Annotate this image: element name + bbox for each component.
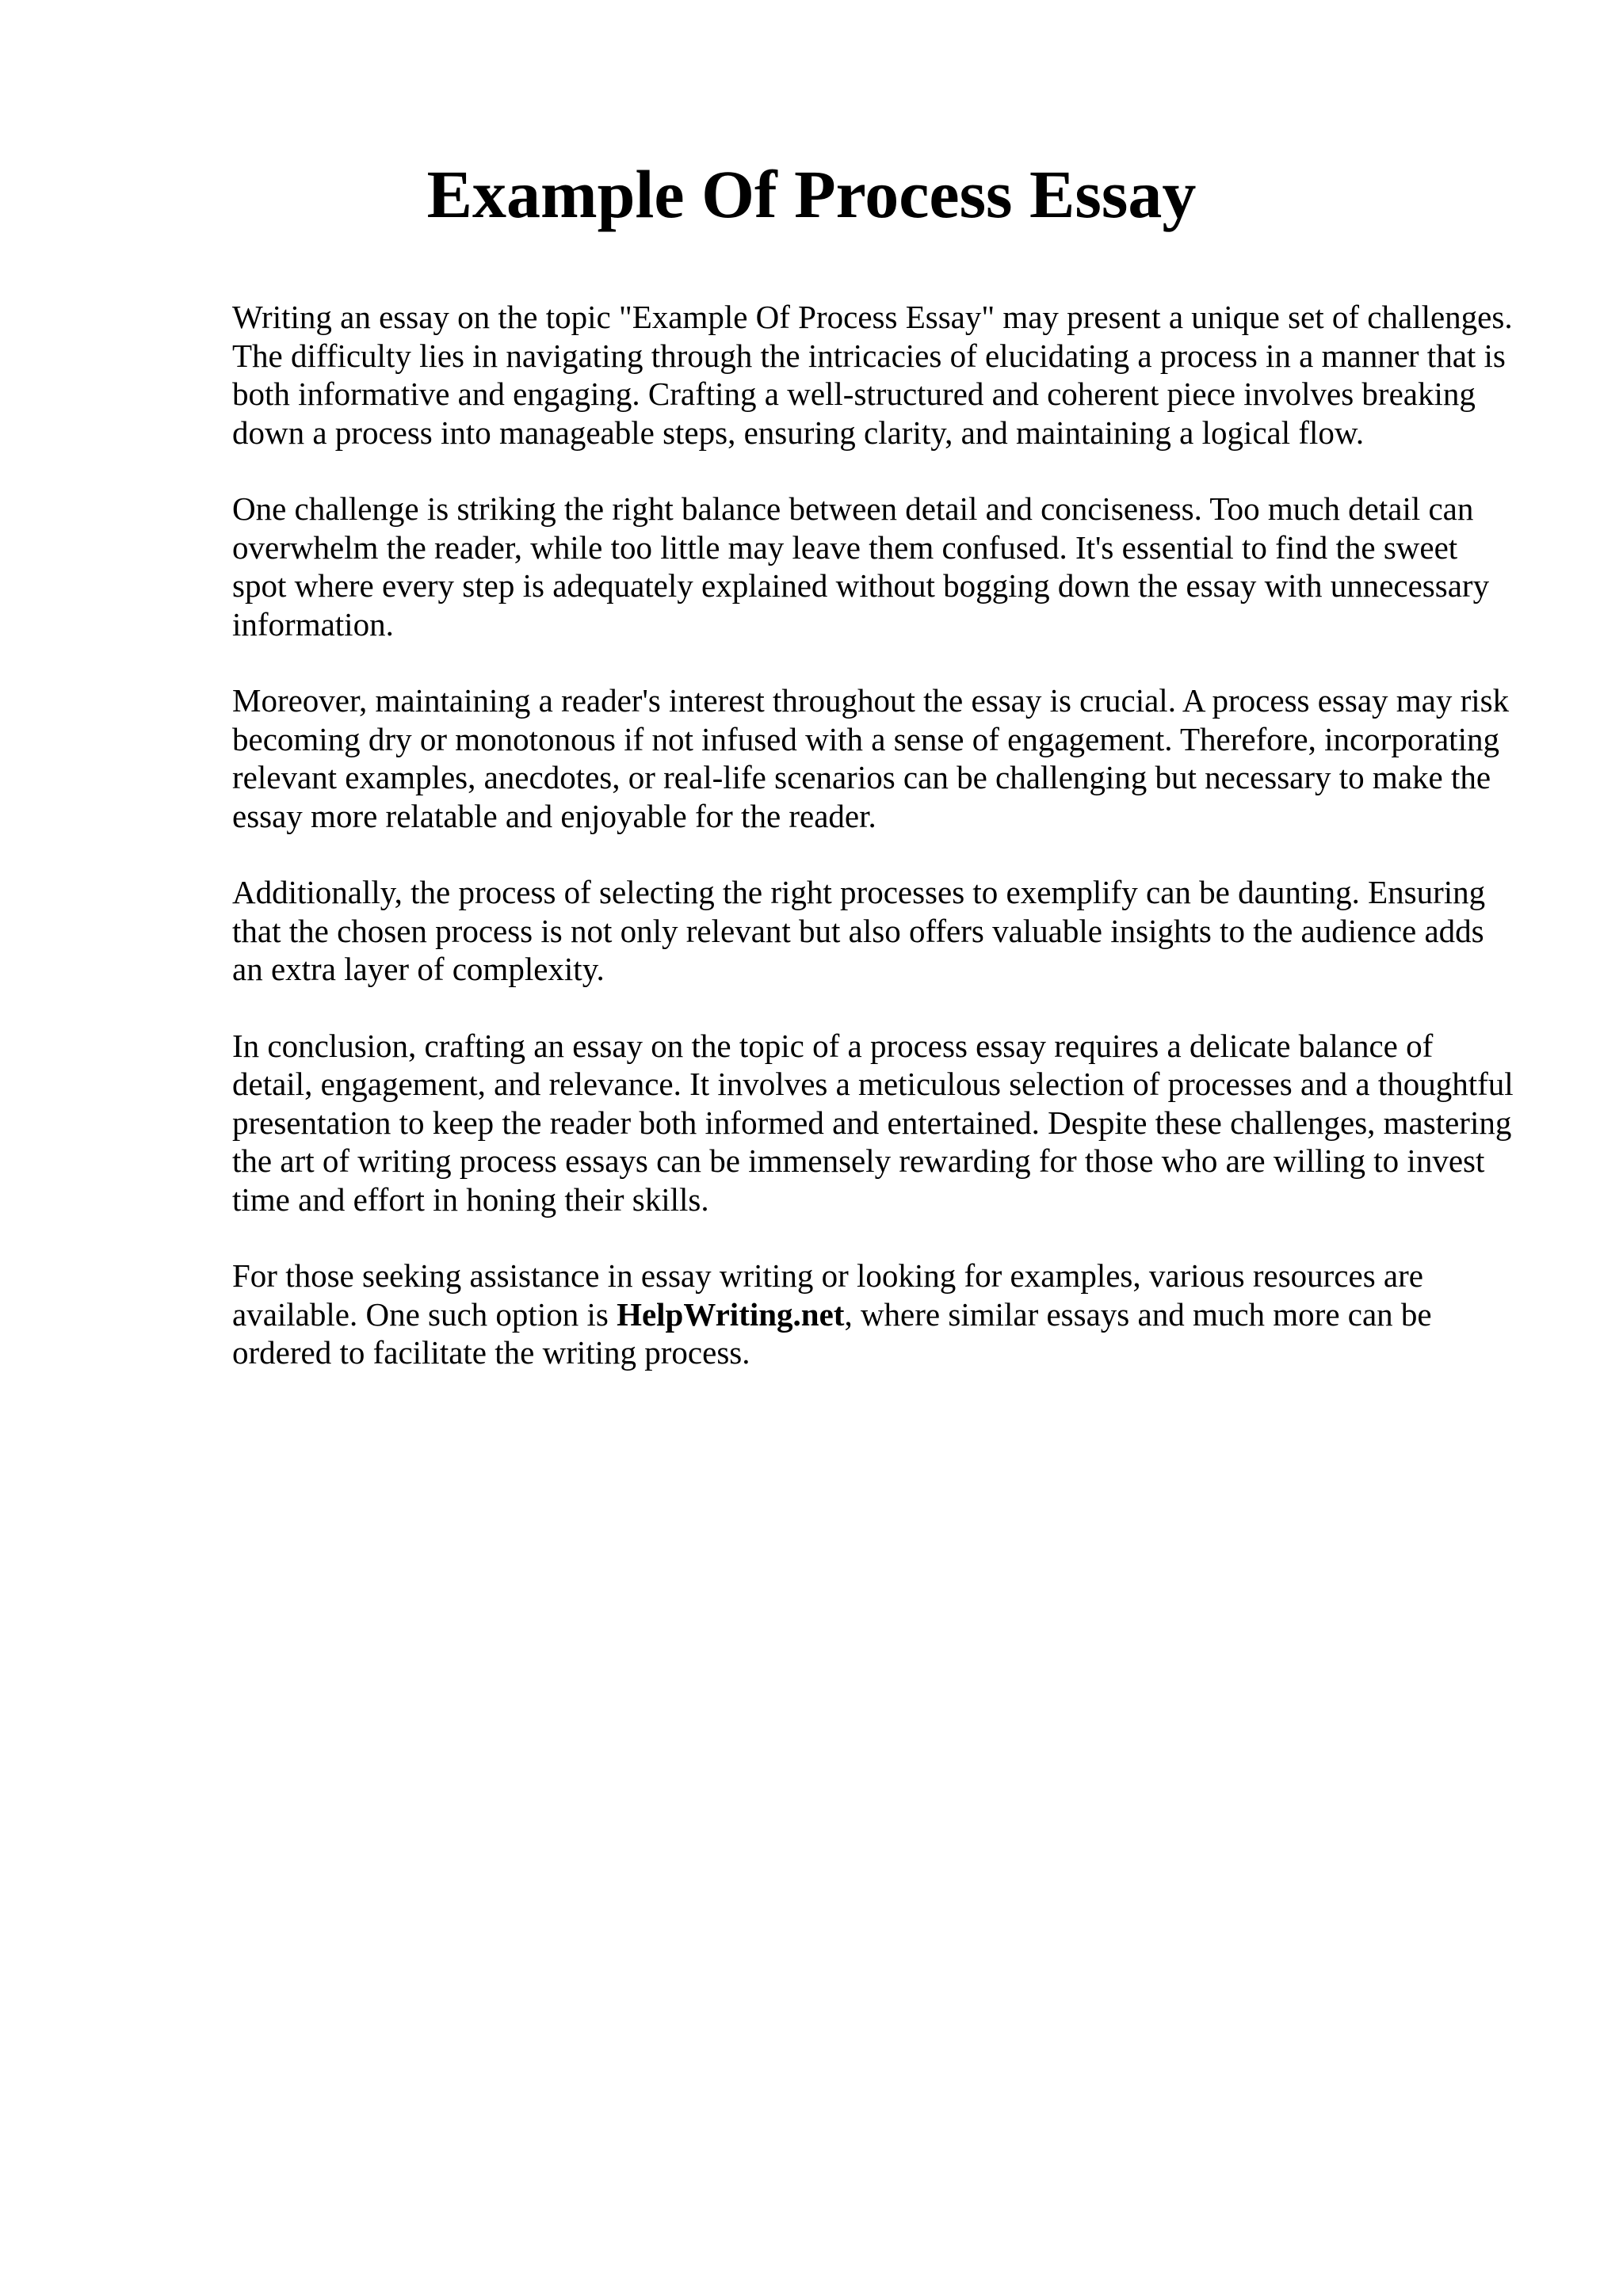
paragraph-balance: One challenge is striking the right balance between detail and conciseness. Too much detail can overwhelm the reader, while too little may leave them confused. It's essential to find the sweet spot where every step is adequately explained without bogging down the essay with unnecessary information.: [232, 490, 1490, 643]
document-body: [232, 298, 1516, 1410]
paragraph-interest: Moreover, maintaining a reader's interest throughout the essay is crucial. A process essay may risk becoming dry or monotonous if not infused with a sense of engagement. Therefore, incorporating relevant examples, anecdotes, or real-life scenarios can be challenging but necessary to make the essay more relatable and enjoyable for the reader.: [232, 682, 1510, 834]
paragraph-conclusion: In conclusion, crafting an essay on the topic of a process essay requires a delicate balance of detail, engagement, and relevance. It involves a meticulous selection of processes and a thoughtful presentation to keep the reader both informed and entertained. Despite these challenges, mastering the art of writing process essays can be immensely rewarding for those who are willing to invest time and effort in honing their skills.: [232, 1027, 1514, 1218]
closing-text-before-link: For those seeking assistance in essay writing or looking for examples, various resources are available. One such option is: [232, 1257, 1423, 1333]
paragraph-intro: Writing an essay on the topic "Example Of Process Essay" may present a unique set of challenges. The difficulty lies in navigating through the intricacies of elucidating a process in a manner that is both informative and engaging. Crafting a well-structured and coherent piece involves breaking down a process into manageable steps, ensuring clarity, and maintaining a logical flow.: [232, 299, 1513, 451]
closing-text-after-link: , where similar essays and much more can be ordered to facilitate the writing process.: [232, 1295, 1432, 1371]
helpwriting-link[interactable]: HelpWriting.net: [617, 1295, 845, 1333]
paragraph-closing: [232, 1257, 1516, 1372]
document-title: Example Of Process Essay: [426, 156, 1197, 232]
paragraph-selection: Additionally, the process of selecting the right processes to exemplify can be daunting. Ensuring that the chosen process is not only relevant but also offers valuable insights to the audience adds an extra layer of complexity.: [232, 874, 1486, 987]
